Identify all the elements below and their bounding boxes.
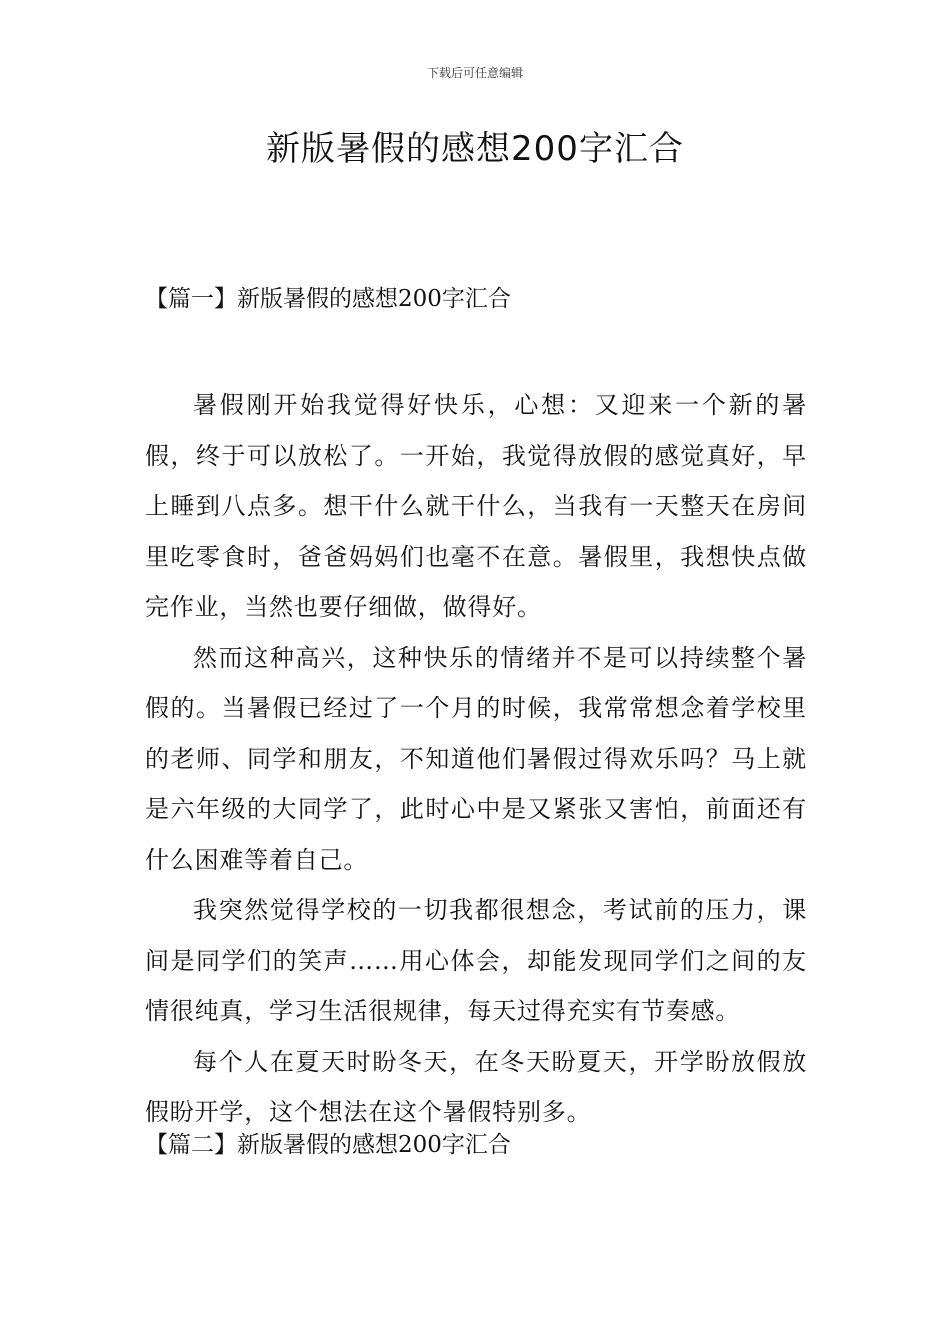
document-title: 新版暑假的感想200字汇合 [266, 129, 684, 169]
paragraph-1: 暑假刚开始我觉得好快乐，心想：又迎来一个新的暑假，终于可以放松了。一开始，我觉得放假的感觉真好，早上睡到八点多。想干什么就干什么，当我有一天整天在房间里吃零食时，爸爸妈妈们也毫不在意。暑假里，我想快点做完作业，当然也要仔细做，做得好。 [145, 391, 807, 621]
section-heading-2: 【篇二】新版暑假的感想200字汇合 [145, 1132, 511, 1158]
paragraph-2: 然而这种高兴，这种快乐的情绪并不是可以持续整个暑假的。当暑假已经过了一个月的时候，我常常想念着学校里的老师、同学和朋友，不知道他们暑假过得欢乐吗？马上就是六年级的大同学了，此时心中是又紧张又害怕，前面还有什么困难等着自己。 [145, 643, 807, 874]
header-note: 下载后可任意编辑 [426, 66, 523, 80]
paragraph-3: 我突然觉得学校的一切我都很想念，考试前的压力，课间是同学们的笑声……用心体会，却能发现同学们之间的友情很纯真，学习生活很规律，每天过得充实有节奏感。 [145, 896, 807, 1025]
section-heading-1: 【篇一】新版暑假的感想200字汇合 [145, 286, 511, 312]
paragraph-4: 每个人在夏天时盼冬天，在冬天盼夏天，开学盼放假放假盼开学，这个想法在这个暑假特别多。 [145, 1047, 807, 1126]
section-1-body [145, 380, 807, 1138]
